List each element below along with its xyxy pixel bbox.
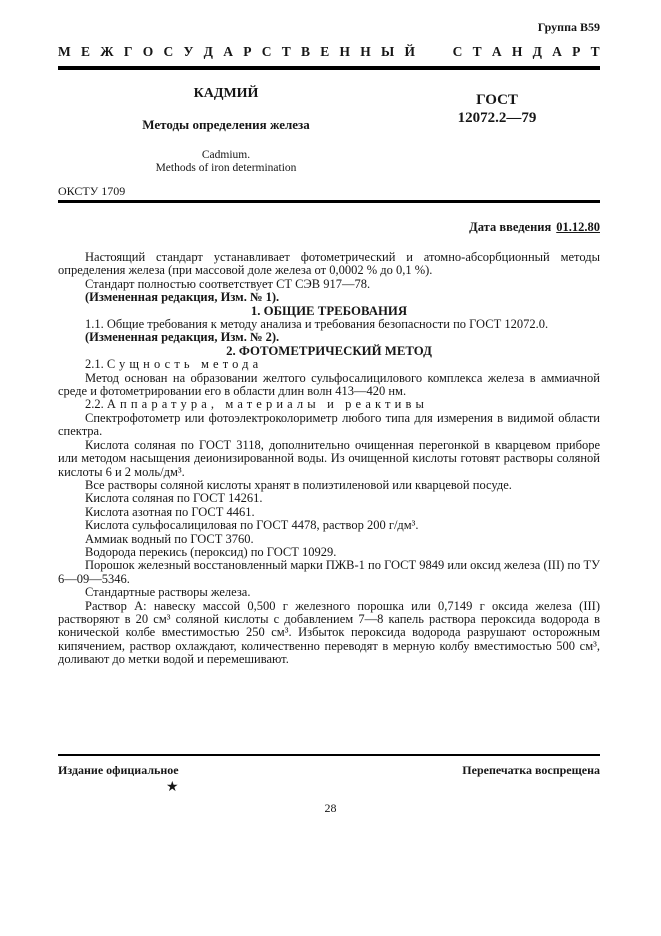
reprint-note: Перепечатка воспрещена	[462, 763, 600, 777]
standard-code-label: ГОСТ	[476, 92, 518, 108]
document-title-ru: КАДМИЙ	[193, 86, 259, 101]
amendment-note-1: (Измененная редакция, Изм. № 1).	[85, 290, 280, 305]
horizontal-rule-top	[58, 66, 600, 70]
reagent-paragraph: Стандартные растворы железа.	[85, 585, 251, 600]
page-number: 28	[324, 801, 337, 815]
page-footer	[58, 754, 600, 777]
standard-type-heading: М Е Ж Г О С У Д А Р С Т В Е Н Н Ы Й С Т А Н Д А Р Т	[58, 44, 600, 59]
reagent-paragraph: Аммиак водный по ГОСТ 3760.	[85, 531, 254, 546]
clause-2-2-heading	[58, 398, 600, 411]
title-en-line1: Cadmium.	[201, 149, 251, 161]
introduction-date	[58, 220, 600, 234]
clause-2-2-title: Аппаратура, материалы и реактивы	[106, 397, 428, 412]
method-description: Метод основан на образовании желтого сульфосалицилового комплекса железа в аммиачной среде и фотометрировании его в области длин волн 413—420 нм.	[58, 370, 600, 399]
standard-code-number: 12072.2—79	[457, 110, 537, 126]
okstu-code: ОКСТУ 1709	[58, 184, 126, 198]
horizontal-rule-title	[58, 200, 600, 203]
clause-2-2-number: 2.2.	[85, 397, 104, 412]
reagent-paragraph: Водорода перекись (пероксид) по ГОСТ 10929.	[85, 544, 337, 559]
reagent-paragraph: Кислота сульфосалициловая по ГОСТ 4478, раствор 200 г/дм³.	[85, 518, 419, 533]
introduction-date-label: Дата введения	[469, 220, 552, 234]
title-block	[58, 82, 600, 175]
reagent-paragraph: Порошок железный восстановленный марки ПЖВ-1 по ГОСТ 9849 или оксид железа (III) по ТУ 6—09—5346.	[58, 558, 600, 586]
section-1-heading: 1. ОБЩИЕ ТРЕБОВАНИЯ	[250, 303, 408, 318]
edition-note: Издание официальное	[58, 763, 179, 777]
clause-1-1: 1.1. Общие требования к методу анализа и требования безопасности по ГОСТ 12072.0.	[85, 317, 549, 332]
intro-paragraph-2: Стандарт полностью соответствует СТ СЭВ 917—78.	[85, 276, 371, 291]
document-title-en	[58, 149, 394, 175]
title-left-column	[58, 82, 394, 175]
clause-2-1-number: 2.1.	[85, 357, 104, 372]
group-label: Группа В59	[537, 20, 600, 34]
intro-paragraph-1: Настоящий стандарт устанавливает фотометрический и атомно-абсорбционный методы определения железа (при массовой доле железа от 0,0002 % до 0,1 %).	[58, 250, 600, 278]
reagent-paragraph: Кислота соляная по ГОСТ 3118, дополнительно очищенная перегонкой в кварцевом приборе или методом насыщения деионизированной воды. Из очищенной кислоты готовят растворы соляной кислоты 6 и 2 моль/дм³.	[58, 437, 600, 479]
reagent-paragraph: Раствор А: навеску массой 0,500 г железного порошка или 0,7149 г оксида железа (III) растворяют в 20 см³ соляной кислоты с добавлением 7—8 капель раствора пероксида водорода в конической колбе вместимостью 250 см³. Избыток пероксида водорода разрушают осторожным кипячением, раствор охлаждают, количественно переводят в мерную колбу вместимостью 500 см³, доливают до метки водой и перемешивают.	[58, 598, 600, 667]
star-icon: ★	[166, 780, 179, 795]
clause-2-1-heading	[58, 358, 600, 371]
clause-2-1-title: Сущность метода	[106, 357, 263, 372]
reagent-paragraph: Кислота соляная по ГОСТ 14261.	[85, 491, 263, 506]
document-body	[58, 251, 600, 667]
title-en-line2: Methods of iron determination	[155, 162, 297, 174]
reagent-paragraph: Все растворы соляной кислоты хранят в полиэтиленовой или кварцевой посуде.	[85, 477, 512, 492]
standard-code	[394, 82, 600, 175]
document-subtitle-ru: Методы определения железа	[142, 117, 310, 132]
reagent-paragraph: Кислота азотная по ГОСТ 4461.	[85, 504, 255, 519]
reagent-paragraph: Спектрофотометр или фотоэлектроколориметр любого типа для измерения в видимой области спектра.	[58, 410, 600, 439]
amendment-note-2: (Измененная редакция, Изм. № 2).	[85, 330, 280, 345]
introduction-date-value: 01.12.80	[556, 220, 600, 234]
section-2-heading: 2. ФОТОМЕТРИЧЕСКИЙ МЕТОД	[226, 343, 432, 358]
